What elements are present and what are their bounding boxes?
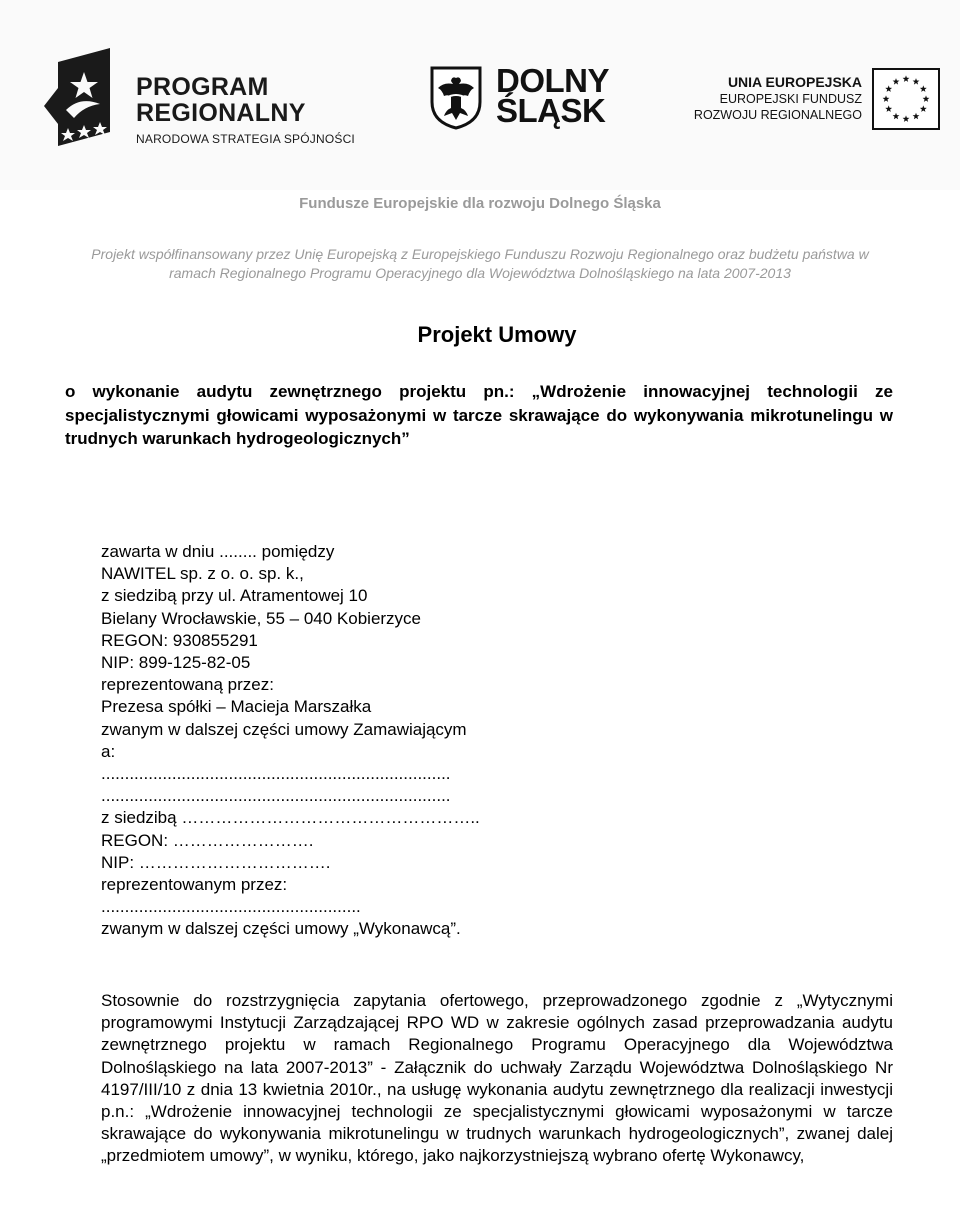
body-paragraph: Stosownie do rozstrzygnięcia zapytania ofertowego, przeprowadzonego zgodnie z „Wytycznymi programowymi Instytucji Zarządzającej RPO WD w zakresie ogólnych zasad przeprowadzania audytu zewnętrznego projektu w ramach Regionalnego Programu Operacyjnego dla Województwa Dolnośląskiego na lata 2007-2013” - Załącznik do uchwały Zarządu Województwa Dolnośląskiego Nr 4197/III/10 z dnia 13 kwietnia 2010r., na usługę wykonania audytu zewnętrznego dla realizacji inwestycji p.n.: „Wdrożenie innowacyjnej technologii ze specjalistycznymi głowicami wyposażonymi w tarcze skrawające do wykonywania mikrotunelingu w trudnych warunkach hydrogeologicznych”, zwanej dalej „przedmiotem umowy”, w wyniku, którego, jako najkorzystniejszą wybrano ofertę Wykonawcy, — [101, 991, 893, 1166]
parties-line: Prezesa spółki – Macieja Marszałka — [101, 697, 372, 717]
dolny-slask-line1: DOLNY — [496, 62, 609, 99]
parties-line: NIP: ……………………………. — [101, 852, 331, 872]
dolny-slask-line2: ŚLĄSK — [496, 92, 606, 129]
parties-line: reprezentowaną przez: — [101, 675, 274, 695]
program-logo-line2: REGIONALNY — [136, 99, 306, 127]
funds-title: Fundusze Europejskie dla rozwoju Dolnego Śląska — [299, 195, 661, 212]
ue-logo-line3: ROZWOJU REGIONALNEGO — [693, 108, 862, 122]
document-title: Projekt Umowy — [417, 322, 577, 347]
parties-block — [101, 541, 801, 941]
program-regionalny-logo — [44, 48, 364, 148]
parties-line: .......................................................................... — [101, 764, 451, 784]
parties-line: Bielany Wrocławskie, 55 – 040 Kobierzyce — [101, 608, 422, 628]
parties-line: zwanym w dalszej części umowy „Wykonawcą”. — [101, 919, 461, 939]
eu-flag-icon — [872, 68, 940, 132]
parties-line: zwanym w dalszej części umowy Zamawiającym — [101, 719, 467, 739]
ue-logo-line1: UNIA EUROPEJSKA — [727, 74, 862, 90]
contract-subject: o wykonanie audytu zewnętrznego projektu pn.: „Wdrożenie innowacyjnej technologii ze specjalistycznymi głowicami wyposażonymi w tarcze skrawające do wykonywania mikrotunelingu w trudnych warunkach hydrogeologicznych” — [65, 382, 893, 448]
star-flag-icon — [44, 48, 114, 146]
ue-logo-line2: EUROPEJSKI FUNDUSZ — [719, 92, 862, 106]
parties-line: a: — [101, 741, 116, 761]
parties-line: reprezentowanym przez: — [101, 875, 288, 895]
parties-line: zawarta w dniu ........ pomiędzy — [101, 542, 335, 561]
program-logo-line3: NARODOWA STRATEGIA SPÓJNOŚCI — [136, 132, 355, 146]
program-logo-line1: PROGRAM — [136, 73, 269, 101]
parties-line: NIP: 899-125-82-05 — [101, 653, 251, 673]
parties-line: .......................................................................... — [101, 786, 451, 806]
parties-line: REGON: ……………………. — [101, 830, 314, 850]
parties-line: z siedzibą …………………………………………….. — [101, 808, 480, 828]
parties-line: ....................................................... — [101, 897, 361, 917]
dolny-slask-logo — [430, 62, 630, 136]
unia-europejska-logo — [693, 68, 940, 134]
parties-line: z siedzibą przy ul. Atramentowej 10 — [101, 586, 368, 606]
parties-line: REGON: 930855291 — [101, 630, 258, 650]
eagle-coat-of-arms-icon — [430, 66, 482, 130]
parties-line: NAWITEL sp. z o. o. sp. k., — [101, 564, 304, 584]
cofinancing-note: Projekt współfinansowany przez Unię Europejską z Europejskiego Funduszu Rozwoju Regionalnego oraz budżetu państwa w ramach Regionalnego Programu Operacyjnego dla Województwa Dolnośląskiego na lata 2007-2013 — [91, 246, 869, 281]
